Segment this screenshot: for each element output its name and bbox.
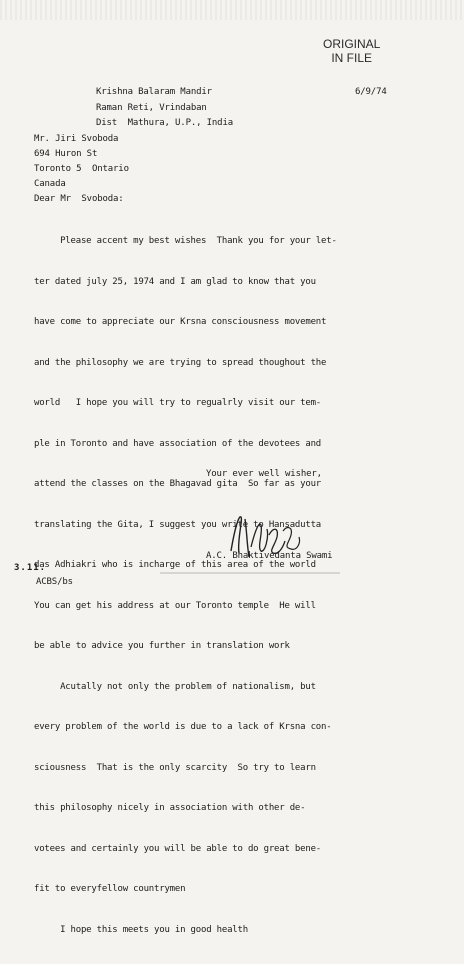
- recipient-city: Toronto 5 Ontario: [34, 164, 129, 174]
- original-in-file-stamp: [323, 37, 380, 65]
- typist-initials: ACBS/bs: [36, 577, 73, 587]
- body-line: ple in Toronto and have association of the devotees and: [34, 438, 322, 449]
- signer-name: A.C. Bhaktivedanta Swami: [206, 551, 333, 561]
- letterhead-address-1: Raman Reti, Vrindaban: [96, 103, 207, 113]
- body-line: and the philosophy we are trying to spread thoughout the: [34, 357, 327, 368]
- body-line: fit to everyfellow countrymen: [34, 884, 186, 894]
- body-line: have come to appreciate our Krsna consciousness movement: [34, 317, 327, 327]
- salutation: Dear Mr Svoboda:: [34, 194, 124, 204]
- closing: Your ever well wisher,: [206, 469, 322, 479]
- body-line: every problem of the world is due to a lack of Krsna con-: [34, 722, 332, 732]
- body-line: this philosophy nicely in association with other de-: [34, 803, 306, 813]
- body-line: be able to advice you further in translation work: [34, 641, 290, 651]
- body-line: world I hope you will try to regualrly visit our tem-: [34, 398, 322, 408]
- body-line: das Adhiakri who is incharge of this area of the world: [34, 560, 316, 570]
- letter-body: [34, 208, 337, 964]
- body-line: Acutally not only the problem of nationalism, but: [34, 681, 316, 692]
- scan-smudge: [160, 572, 340, 574]
- stamp-line-2: IN FILE: [331, 51, 373, 65]
- body-line: ter dated july 25, 1974 and I am glad to know that you: [34, 276, 316, 287]
- recipient-name: Mr. Jiri Svoboda: [34, 134, 119, 144]
- body-line: attend the classes on the Bhagavad gita So far as your: [34, 479, 322, 489]
- body-line: sciousness That is the only scarcity So try to learn: [34, 762, 316, 773]
- body-line: Please accent my best wishes Thank you for your let-: [34, 236, 337, 246]
- marginal-note: 3.11.: [14, 563, 47, 573]
- body-line: votees and certainly you will be able to do great bene-: [34, 843, 322, 854]
- recipient-country: Canada: [34, 179, 66, 189]
- letterhead-place: Krishna Balaram Mandir: [96, 87, 212, 97]
- body-line: You can get his address at our Toronto temple He will: [34, 600, 316, 611]
- recipient-street: 694 Huron St: [34, 149, 98, 159]
- body-line: I hope this meets you in good health: [34, 924, 248, 935]
- letter-date: 6/9/74: [355, 87, 387, 97]
- scan-noise: [0, 0, 464, 20]
- stamp-line-1: ORIGINAL: [323, 37, 381, 51]
- letterhead-address-2: Dist Mathura, U.P., India: [96, 118, 233, 128]
- body-line: translating the Gita, I suggest you write to Hansadutta: [34, 519, 322, 530]
